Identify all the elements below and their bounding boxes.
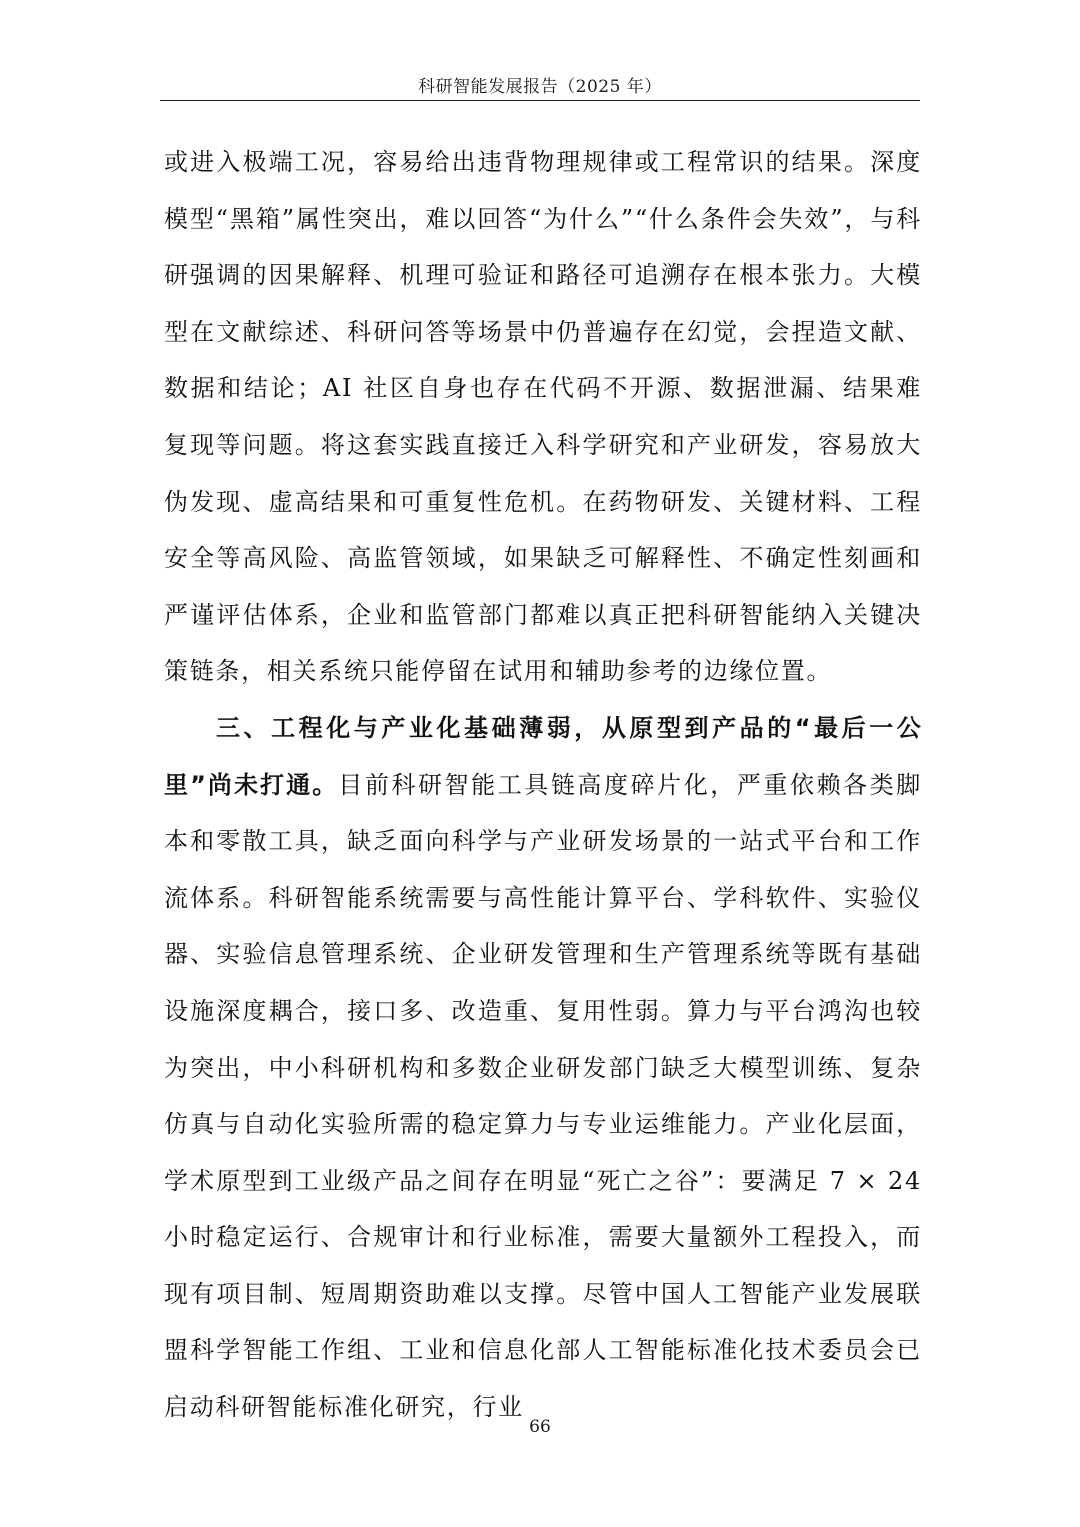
body-text	[164, 134, 922, 1436]
paragraph-continuation: 或进入极端工况，容易给出违背物理规律或工程常识的结果。深度模型“黑箱”属性突出，难以回答“为什么”“什么条件会失效”，与科研强调的因果解释、机理可验证和路径可追溯存在根本张力。大模型在文献综述、科研问答等场景中仍普遍存在幻觉，会捏造文献、数据和结论；AI 社区自身也存在代码不开源、数据泄漏、结果难复现等问题。将这套实践直接迁入科学研究和产业研发，容易放大伪发现、虚高结果和可重复性危机。在药物研发、关键材料、工程安全等高风险、高监管领域，如果缺乏可解释性、不确定性刻画和严谨评估体系，企业和监管部门都难以真正把科研智能纳入关键决策链条，相关系统只能停留在试用和辅助参考的边缘位置。	[164, 148, 922, 686]
running-header: 科研智能发展报告（2025 年）	[418, 77, 662, 97]
paragraph-section-3	[164, 700, 922, 1436]
header-rule	[160, 100, 920, 101]
page-number: 66	[529, 1417, 551, 1437]
section-lead-heading: 三、工程化与产业化基础薄弱，从原型到产品的“最后一公里”尚未打通。	[164, 713, 922, 799]
section-body-text: 目前科研智能工具链高度碎片化，严重依赖各类脚本和零散工具，缺乏面向科学与产业研发场景的一站式平台和工作流体系。科研智能系统需要与高性能计算平台、学科软件、实验仪器、实验信息管理系统、企业研发管理和生产管理系统等既有基础设施深度耦合，接口多、改造重、复用性弱。算力与平台鸿沟也较为突出，中小科研机构和多数企业研发部门缺乏大模型训练、复杂仿真与自动化实验所需的稳定算力与专业运维能力。产业化层面，学术原型到工业级产品之间存在明显“死亡之谷”：要满足 7 × 24 小时稳定运行、合规审计和行业标准，需要大量额外工程投入，而现有项目制、短周期资助难以支撑。尽管中国人工智能产业发展联盟科学智能工作组、工业和信息化部人工智能标准化技术委员会已启动科研智能标准化研究，行业	[164, 770, 922, 1422]
